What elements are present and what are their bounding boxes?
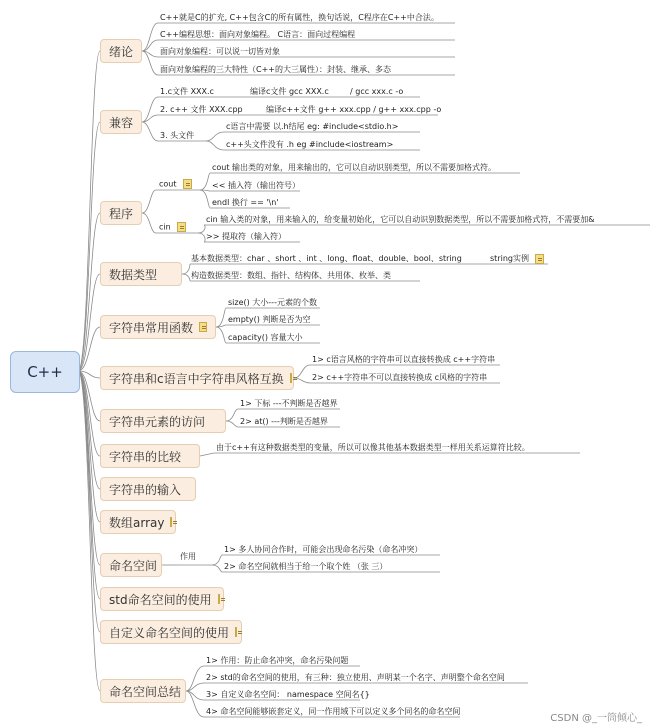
strfunc-size: size() 大小---元素的个数 [228,298,317,307]
topic-compat-label: 兼容 [109,115,134,130]
cout-endl: endl 换行 == '\n' [212,198,279,207]
topic-intro-label: 绪论 [109,44,134,59]
topic-types-label: 数据类型 [109,267,158,282]
types-string-instance [490,253,544,264]
intro-item-2: C++编程思想：面向对象编程。 C语言：面向过程编程 [160,30,356,39]
topic-intro[interactable] [100,39,142,63]
compat-c-file: 1.c文件 XXX.c [160,87,214,96]
nssummary-item-1: 1> 作用：防止命名冲突，命名污染问题 [206,656,349,665]
compat-header-cpp: c++头文件没有 .h eg #include<iostream> [226,140,394,149]
program-cin [159,222,186,232]
topic-straccess[interactable] [100,409,226,433]
watermark: CSDN @_一筒倾心_ [550,713,642,724]
namespace-item-2: 2> 命名空间就相当于给一个取个姓 （张 三） [224,562,388,571]
note-icon [199,322,207,332]
topic-strfunc-label: 字符串常用函数 [109,320,194,335]
namespace-item-1: 1> 多人协同合作时，可能会出现命名污染（命名冲突） [224,545,423,554]
topic-program[interactable] [100,201,142,225]
program-cout-label: cout [159,179,177,189]
nssummary-item-2: 2> std的命名空间的使用，有三种：独立使用、声明某一个名字、声明整个命名空间 [206,673,505,682]
topic-std-namespace-label: std命名空间的使用 [109,592,212,607]
topic-custom-namespace[interactable] [100,620,242,644]
note-icon [235,627,237,637]
topic-straccess-label: 字符串元素的访问 [109,414,206,429]
compat-c-compile: 编译c文件 gcc XXX.c [250,87,329,96]
topic-types[interactable] [100,262,182,286]
topic-compat[interactable] [100,110,142,134]
straccess-index: 1> 下标 ---不判断是否越界 [240,399,338,408]
topic-program-label: 程序 [109,206,134,221]
intro-item-3: 面向对象编程：可以说一切皆对象 [160,47,280,56]
program-cout [159,179,192,189]
compat-c-compile-o: / gcc xxx.c -o [350,87,404,96]
types-composite: 构造数据类型：数组、指针、结构体、共用体、枚举、类 [191,271,391,280]
topic-strcmp[interactable] [100,444,200,468]
nssummary-item-4: 4> 命名空间能够嵌套定义，同一作用域下可以定义多个同名的命名空间 [206,707,461,716]
note-icon [183,179,192,189]
types-string-instance-label: string实例 [490,254,529,263]
topic-std-namespace[interactable] [100,587,224,611]
note-icon [290,373,292,383]
cout-insert-op: << 插入符（输出符号） [212,181,300,190]
topic-namespace-summary[interactable] [100,679,186,703]
intro-item-1: C++就是C的扩充, C++包含C的所有属性，换句话说，C程序在C++中合法。 [160,13,439,22]
note-icon [535,254,544,264]
topic-strinput-label: 字符串的输入 [109,482,182,497]
note-icon [177,222,186,232]
topic-strconv-label: 字符串和c语言中字符串风格互换 [109,371,284,386]
note-icon [170,517,172,527]
topic-strconv[interactable] [100,366,294,390]
cin-desc: cin 输入类的对象，用来输入的，给变量初始化，它可以自动识别数据类型，所以不需要加格式符，不需要加& [206,215,595,224]
nssummary-item-3: 3> 自定义命名空间： namespace 空间名{} [206,690,370,699]
topic-namespace-summary-label: 命名空间总结 [109,684,182,699]
topic-namespace-label: 命名空间 [109,558,158,573]
strconv-cpp-to-c: 2> c++字符串不可以直接转换成 c风格的字符串 [312,373,488,382]
topic-strfunc[interactable] [100,315,216,339]
cout-desc: cout 输出类的对象，用来输出的，它可以自动识别类型，所以不需要加格式符。 [212,163,497,172]
topic-array-label: 数组array [109,515,165,530]
namespace-role: 作用 [180,552,196,561]
root-node[interactable]: C++ [10,351,80,393]
note-icon [218,594,220,604]
strconv-c-to-cpp: 1> c语言风格的字符串可以直接转换成 c++字符串 [312,355,496,364]
strfunc-capacity: capacity() 容量大小 [228,333,303,342]
topic-strinput[interactable] [100,477,196,501]
topic-namespace[interactable] [100,553,162,577]
compat-cpp-file: 2. c++ 文件 XXX.cpp [160,105,243,114]
compat-cpp-compile: 编译c++文件 g++ xxx.cpp / g++ xxx.cpp -o [266,105,442,114]
types-basic: 基本数据类型：char 、short 、int 、long、float、double、bool、string [191,254,462,263]
topic-custom-namespace-label: 自定义命名空间的使用 [109,625,230,640]
topic-strcmp-label: 字符串的比较 [109,449,182,464]
compat-header-c: c语言中需要 以.h结尾 eg: #include<stdio.h> [226,122,399,131]
strcmp-desc: 由于c++有这种数据类型的变量，所以可以像其他基本数据类型一样用关系运算符比较。 [216,443,530,452]
cin-extract-op: >> 提取符（输入符） [206,232,286,241]
compat-header: 3. 头文件 [160,131,195,140]
strfunc-empty: empty() 判断是否为空 [228,315,311,324]
program-cin-label: cin [159,222,171,232]
topic-array[interactable] [100,510,176,534]
intro-item-4: 面向对象编程的三大特性（C++的大三属性）：封装、继承、多态 [160,65,391,74]
straccess-at: 2> at() ---判断是否越界 [240,417,328,426]
